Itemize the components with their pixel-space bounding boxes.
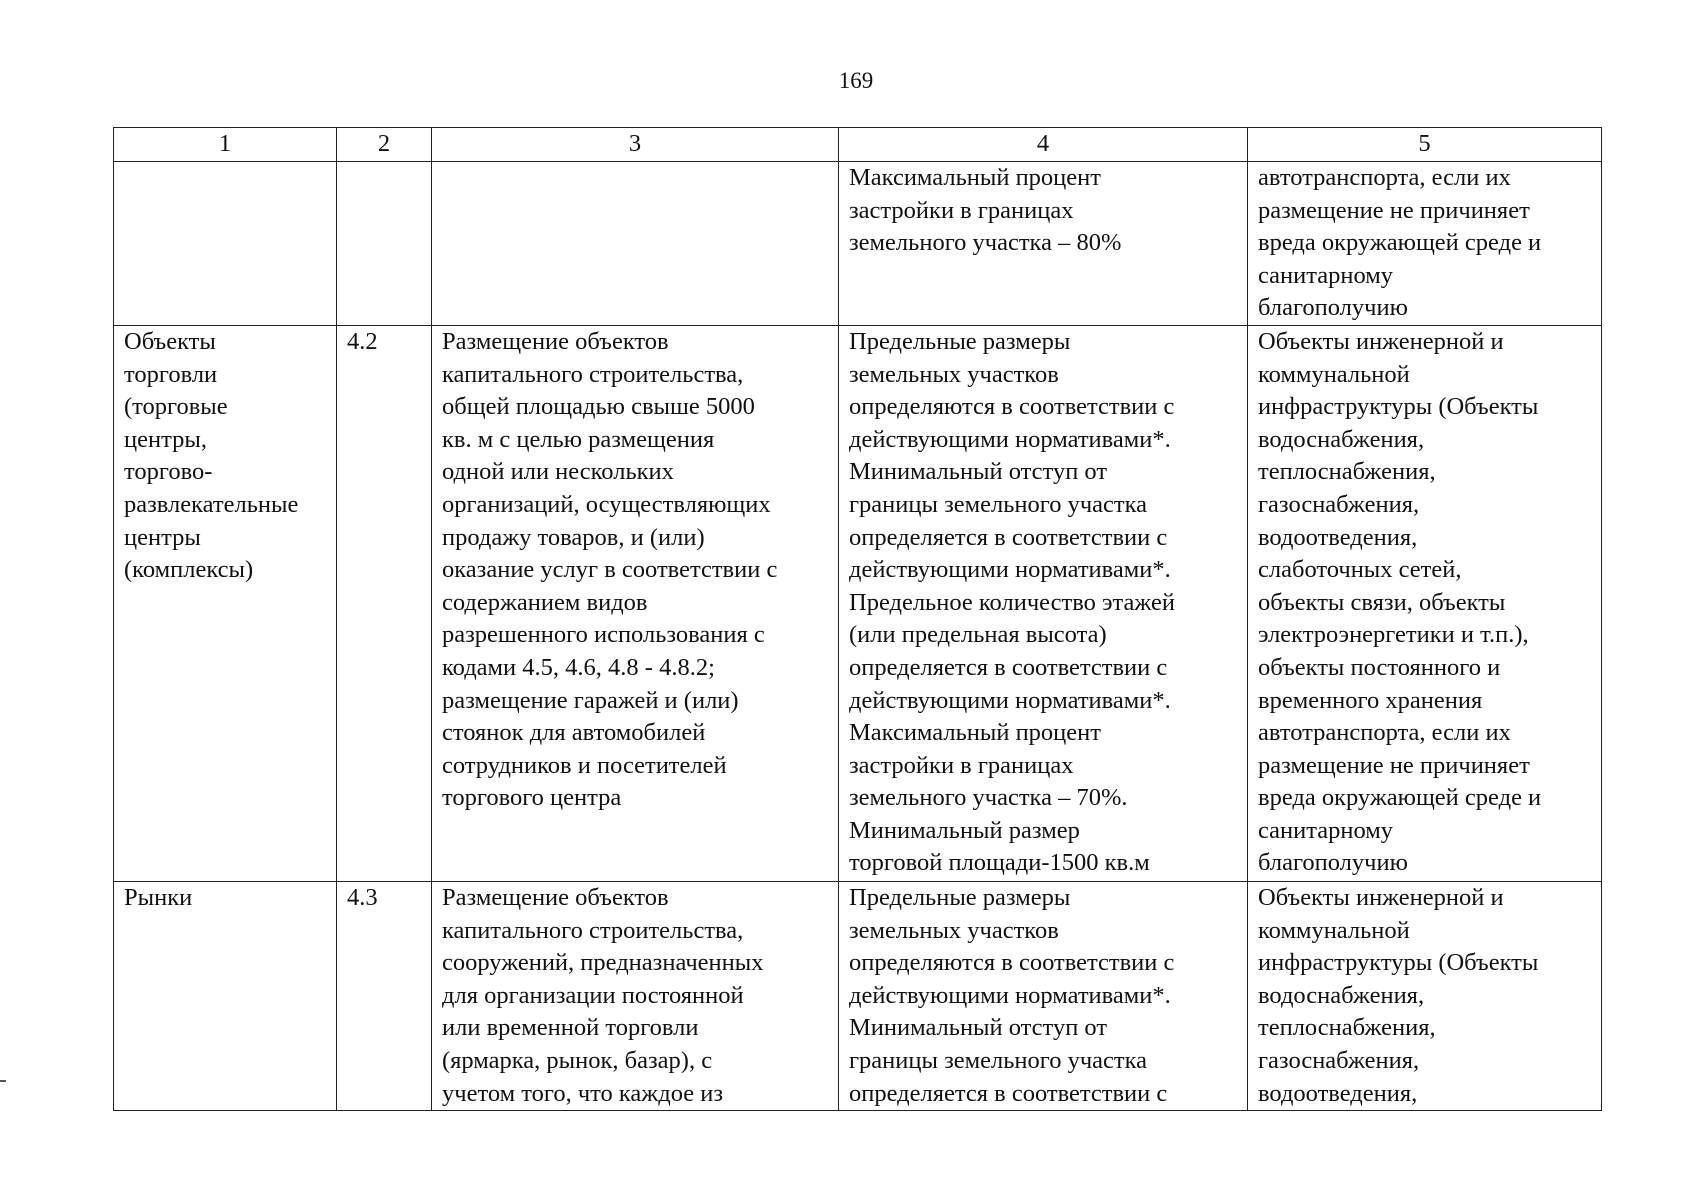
- table-cell: [839, 881, 1248, 1110]
- table-cell: [1248, 881, 1602, 1110]
- cell-text: Рынки: [124, 883, 193, 911]
- land-use-table: [113, 127, 1602, 1111]
- table-row-trade-objects: [114, 325, 1602, 881]
- table-cell: [839, 325, 1248, 881]
- table-cell: [337, 325, 432, 881]
- table-cell: [114, 325, 337, 881]
- column-header-1: 1: [114, 128, 337, 162]
- column-header-4: 4: [839, 128, 1248, 162]
- column-header-3: 3: [432, 128, 839, 162]
- cell-text: Предельные размеры земельных участков определяются в соответствии с действующими нормативами*. Минимальный отступ от границы земельного участка определяется в соответствии с действующими нормативами*. Предельное количество этажей (или предельная высота) определяется в соответствии с действующими нормативами*. Максимальный процент застройки в границах земельного участка – 70%. Минимальный размер торговой площади-1500 кв.м: [849, 327, 1175, 877]
- cell-text: Объекты инженерной и коммунальной инфраструктуры (Объекты водоснабжения, теплоснабжения, газоснабжения, водоотведения, слаботочных сетей, объекты связи, объекты электроэнергетики и т.п.), объекты постоянного и временного хранения автотранспорта, если их размещение не причиняет вреда окружающей среде и санитарному благополучию: [1258, 327, 1542, 877]
- table-cell: [337, 162, 432, 326]
- cell-text: 4.3: [347, 883, 378, 911]
- cell-text: Размещение объектов капитального строительства, сооружений, предназначенных для организации постоянной или временной торговли (ярмарка, рынок, базар), с учетом того, что каждое из: [442, 883, 764, 1107]
- table-cell: [839, 162, 1248, 326]
- cell-text: Максимальный процент застройки в границах земельного участка – 80%: [849, 164, 1122, 257]
- table-header-row: [114, 128, 1602, 162]
- page-number: 169: [838, 68, 874, 93]
- cell-text: автотранспорта, если их размещение не причиняет вреда окружающей среде и санитарному благополучию: [1258, 164, 1542, 322]
- table-cell: [432, 162, 839, 326]
- cell-text: Объекты инженерной и коммунальной инфраструктуры (Объекты водоснабжения, теплоснабжения, газоснабжения, водоотведения,: [1258, 883, 1539, 1107]
- table-cell: [1248, 162, 1602, 326]
- table-row-markets: [114, 881, 1602, 1110]
- scan-edge-mark: [0, 1080, 6, 1082]
- table-cell: [337, 881, 432, 1110]
- table-row-continuation: [114, 162, 1602, 326]
- table-cell: [114, 881, 337, 1110]
- column-header-2: 2: [337, 128, 432, 162]
- cell-text: Предельные размеры земельных участков определяются в соответствии с действующими нормативами*. Минимальный отступ от границы земельного участка определяется в соответствии с: [849, 883, 1175, 1107]
- table-cell: [114, 162, 337, 326]
- cell-text: Объекты торговли (торговые центры, торгово- развлекательные центры (комплексы): [124, 327, 299, 584]
- cell-text: Размещение объектов капитального строительства, общей площадью свыше 5000 кв. м с целью размещения одной или нескольких организаций, осуществляющих продажу товаров, и (или) оказание услуг в соответствии с содержанием видов разрешенного использования с кодами 4.5, 4.6, 4.8 - 4.8.2; размещение гаражей и (или) стоянок для автомобилей сотрудников и посетителей торгового центра: [442, 327, 778, 812]
- table-cell: [432, 325, 839, 881]
- cell-text: 4.2: [347, 327, 378, 355]
- table-cell: [1248, 325, 1602, 881]
- table-cell: [432, 881, 839, 1110]
- column-header-5: 5: [1248, 128, 1602, 162]
